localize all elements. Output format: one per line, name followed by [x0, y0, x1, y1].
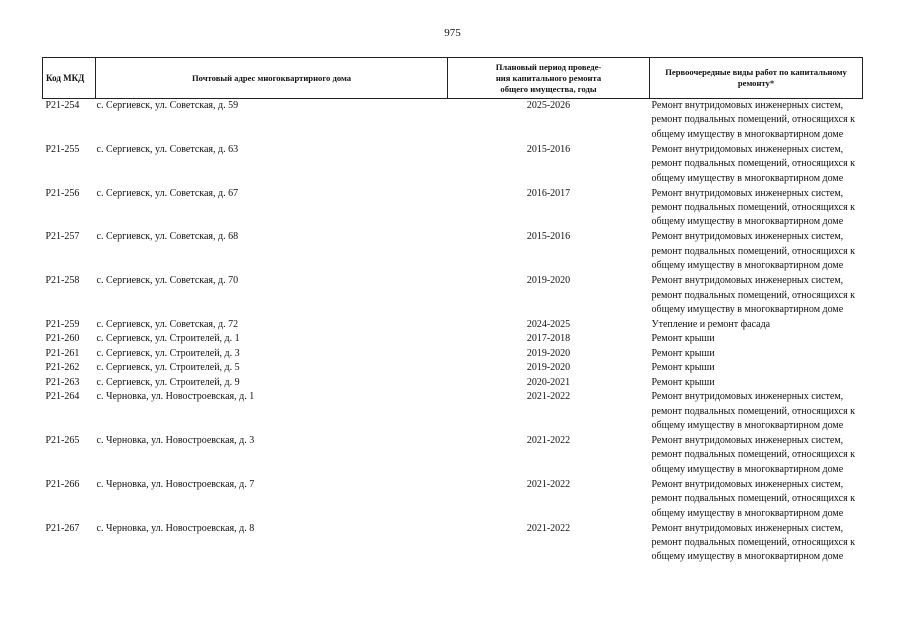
table-row [43, 376, 863, 390]
row-works-line: Ремонт внутридомовых инженерных систем, [651, 100, 844, 111]
row-works [650, 361, 863, 375]
row-code: Р21-266 [45, 478, 80, 490]
row-works-line: общему имуществу в многоквартирном доме [651, 551, 844, 563]
row-period: 2021-2022 [526, 478, 571, 490]
row-code: Р21-264 [45, 391, 80, 403]
header-period [448, 58, 650, 99]
row-works [650, 99, 863, 143]
table-row [43, 434, 863, 478]
header-address: Почтовый адрес многоквартирного дома [96, 58, 448, 99]
row-works-line: общему имуществу в многоквартирном доме [651, 260, 844, 272]
row-address: с. Сергиевск, ул. Строителей, д. 1 [96, 333, 240, 345]
row-period: 2021-2022 [526, 434, 571, 446]
row-works [650, 230, 863, 274]
row-works-line: Ремонт внутридомовых инженерных систем, [651, 143, 844, 155]
row-works-line: общему имуществу в многоквартирном доме [651, 216, 844, 228]
row-address: с. Сергиевск, ул. Строителей, д. 5 [96, 362, 240, 374]
row-period: 2020-2021 [526, 376, 571, 388]
header-period-line: общего имущества, годы [500, 83, 597, 94]
row-works-line: ремонт подвальных помещений, относящихся к [651, 202, 856, 214]
row-address: с. Сергиевск, ул. Советская, д. 72 [96, 319, 239, 331]
row-works-line: Ремонт внутридомовых инженерных систем, [651, 522, 844, 534]
row-address: с. Сергиевск, ул. Строителей, д. 9 [96, 376, 240, 388]
row-code: Р21-255 [45, 143, 80, 155]
row-works-line: Ремонт внутридомовых инженерных систем, [651, 231, 844, 243]
page-number: 975 [444, 27, 461, 39]
row-works-line: Ремонт крыши [651, 347, 715, 359]
row-period: 2024-2025 [526, 319, 571, 331]
row-code: Р21-256 [45, 187, 80, 199]
row-works-line: ремонт подвальных помещений, относящихся к [651, 405, 856, 417]
row-address: с. Сергиевск, ул. Строителей, д. 3 [96, 347, 240, 359]
table-row [43, 361, 863, 375]
row-address: с. Сергиевск, ул. Советская, д. 67 [96, 187, 239, 199]
table-row [43, 99, 863, 143]
row-period: 2021-2022 [526, 522, 571, 534]
header-period-line: Плановый период проведе- [495, 61, 602, 72]
row-works [650, 376, 863, 390]
row-period: 2016-2017 [526, 187, 571, 199]
row-works-line: ремонт подвальных помещений, относящихся к [651, 114, 856, 126]
row-period: 2017-2018 [526, 333, 571, 345]
table-row [43, 390, 863, 434]
row-address: с. Черновка, ул. Новостроевская, д. 1 [96, 391, 255, 403]
header-code: Код МКД [43, 58, 96, 99]
table-header-row [43, 58, 863, 99]
row-works-line: Ремонт крыши [651, 362, 715, 374]
row-address: с. Черновка, ул. Новостроевская, д. 7 [96, 478, 255, 490]
row-code: Р21-263 [45, 376, 80, 388]
row-works-line: общему имуществу в многоквартирном доме [651, 463, 844, 475]
row-code: Р21-262 [45, 362, 80, 374]
row-address: с. Сергиевск, ул. Советская, д. 70 [96, 275, 239, 287]
row-works-line: Ремонт внутридомовых инженерных систем, [651, 478, 844, 490]
row-period: 2019-2020 [526, 275, 571, 287]
table-row [43, 274, 863, 318]
header-works-line: Первоочередные виды работ по капитальному [665, 67, 847, 77]
row-works-line: Ремонт внутридомовых инженерных систем, [651, 391, 844, 403]
row-works-line: общему имуществу в многоквартирном доме [651, 507, 844, 519]
row-code: Р21-267 [45, 522, 80, 534]
row-works-line: ремонт подвальных помещений, относящихся к [651, 158, 856, 170]
table-row [43, 318, 863, 332]
row-code: Р21-258 [45, 275, 80, 287]
row-works-line: Ремонт внутридомовых инженерных систем, [651, 434, 844, 446]
row-address: с. Черновка, ул. Новостроевская, д. 3 [96, 434, 255, 446]
table-row [43, 143, 863, 187]
row-works [650, 522, 863, 566]
header-period-line: ния капитального ремонта [495, 72, 602, 83]
row-works-line: ремонт подвальных помещений, относящихся к [651, 289, 856, 301]
row-works-line: Ремонт крыши [651, 376, 715, 388]
header-works-line: ремонту* [737, 78, 775, 88]
row-works-line: общему имуществу в многоквартирном доме [651, 419, 844, 431]
row-period: 2015-2016 [526, 143, 571, 155]
row-period: 2019-2020 [526, 347, 571, 359]
row-code: Р21-265 [45, 434, 80, 446]
row-address: с. Сергиевск, ул. Советская, д. 59 [96, 100, 239, 111]
table-row [43, 230, 863, 274]
row-works-line: общему имуществу в многоквартирном доме [651, 128, 844, 140]
table-row [43, 332, 863, 346]
row-works [650, 332, 863, 346]
row-works [650, 478, 863, 522]
row-address: с. Черновка, ул. Новостроевская, д. 8 [96, 522, 255, 534]
row-address: с. Сергиевск, ул. Советская, д. 68 [96, 231, 239, 243]
table-row [43, 347, 863, 361]
row-period: 2015-2016 [526, 231, 571, 243]
row-works [650, 143, 863, 187]
row-works-line: общему имуществу в многоквартирном доме [651, 304, 844, 316]
row-works [650, 434, 863, 478]
row-works-line: ремонт подвальных помещений, относящихся к [651, 493, 856, 505]
row-works-line: Утепление и ремонт фасада [651, 319, 771, 331]
row-works [650, 274, 863, 318]
row-works [650, 347, 863, 361]
row-works [650, 318, 863, 332]
row-code: Р21-260 [45, 333, 80, 345]
row-works-line: ремонт подвальных помещений, относящихся к [651, 245, 856, 257]
row-works-line: ремонт подвальных помещений, относящихся к [651, 536, 856, 548]
row-code: Р21-261 [45, 347, 80, 359]
row-period: 2021-2022 [526, 391, 571, 403]
table-row [43, 522, 863, 566]
table-row [43, 478, 863, 522]
header-works [650, 58, 863, 99]
row-works-line: Ремонт внутридомовых инженерных систем, [651, 275, 844, 287]
row-period: 2025-2026 [526, 100, 571, 111]
row-period: 2019-2020 [526, 362, 571, 374]
row-works-line: Ремонт крыши [651, 333, 715, 345]
row-code: Р21-257 [45, 231, 80, 243]
row-code: Р21-254 [45, 100, 80, 111]
table-body [43, 99, 863, 566]
row-works [650, 390, 863, 434]
row-works-line: общему имуществу в многоквартирном доме [651, 172, 844, 184]
row-code: Р21-259 [45, 319, 80, 331]
capital-repair-table [42, 57, 863, 565]
row-works-line: ремонт подвальных помещений, относящихся к [651, 449, 856, 461]
row-address: с. Сергиевск, ул. Советская, д. 63 [96, 143, 239, 155]
row-works [650, 187, 863, 231]
row-works-line: Ремонт внутридомовых инженерных систем, [651, 187, 844, 199]
table-row [43, 187, 863, 231]
